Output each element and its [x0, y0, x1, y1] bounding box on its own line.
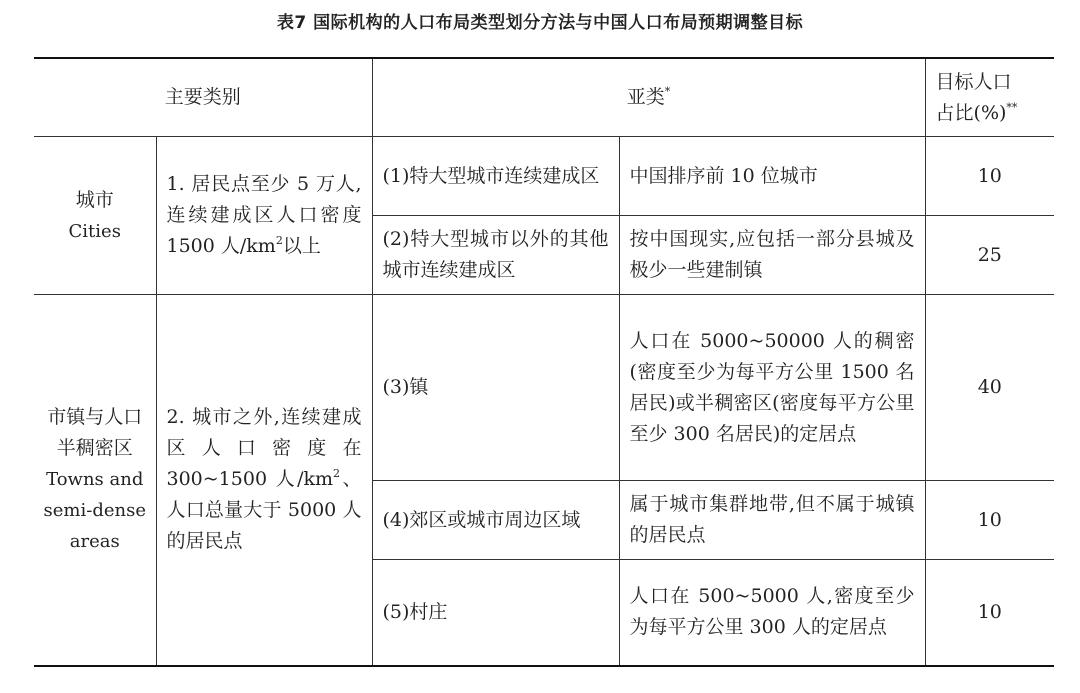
- criteria-text-post: 、人口总量大于 5000 人的居民点: [166, 468, 362, 553]
- group-criteria: [156, 137, 372, 295]
- group-name-en: Cities: [68, 220, 121, 242]
- percent-cell: 10: [925, 560, 1054, 666]
- population-layout-table: [34, 57, 1054, 667]
- description-cell: 人口在 5000~50000 人的稠密(密度至少为每平方公里 1500 名居民)或半稠密区(密度每平方公里至少 300 名居民)的定居点: [619, 295, 925, 481]
- criteria-text: 2. 城市之外,连续建成区人口密度在 300~1500 人/km: [166, 406, 362, 491]
- criteria-sup: 2: [275, 234, 283, 247]
- description-cell: 中国排序前 10 位城市: [619, 137, 925, 216]
- percent-cell: 40: [925, 295, 1054, 481]
- description-cell: 人口在 500~5000 人,密度至少为每平方公里 300 人的定居点: [619, 560, 925, 666]
- percent-cell: 10: [925, 481, 1054, 560]
- header-main-category-label: 主要类别: [164, 86, 241, 108]
- group-name-en: Towns and semi-dense areas: [43, 469, 146, 553]
- subtype-cell: (2)特大型城市以外的其他城市连续建成区: [372, 216, 619, 295]
- table-title: 表7 国际机构的人口布局类型划分方法与中国人口布局预期调整目标: [276, 13, 804, 33]
- percent-cell: 25: [925, 216, 1054, 295]
- criteria-text-post: 以上: [282, 235, 321, 257]
- header-target-mark: **: [1006, 100, 1018, 114]
- description-cell: 按中国现实,应包括一部分县城及极少一些建制镇: [619, 216, 925, 295]
- group-name-cn: 城市: [75, 188, 114, 211]
- header-subcategory-label: 亚类: [626, 86, 665, 108]
- header-target-line2: 占比(%): [935, 101, 1007, 124]
- header-target-line1: 目标人口: [935, 70, 1012, 93]
- group-towns: [34, 295, 156, 666]
- table-row: [34, 137, 1054, 216]
- subtype-cell: (5)村庄: [372, 560, 619, 666]
- criteria-sup: 2: [333, 467, 340, 481]
- header-subcategory-mark: *: [664, 85, 671, 98]
- header-row: [34, 58, 1054, 137]
- description-cell: 属于城市集群地带,但不属于城镇的居民点: [619, 481, 925, 560]
- header-target: [925, 58, 1054, 137]
- table-row: [34, 295, 1054, 481]
- subtype-cell: (4)郊区或城市周边区域: [372, 481, 619, 560]
- header-main-category: [34, 58, 372, 137]
- subtype-cell: (3)镇: [372, 295, 619, 481]
- group-name-cn: 市镇与人口半稠密区: [47, 406, 143, 460]
- group-cities: [34, 137, 156, 295]
- subtype-cell: (1)特大型城市连续建成区: [372, 137, 619, 216]
- group-criteria: [156, 295, 372, 666]
- criteria-text: 1. 居民点至少 5 万人,连续建成区人口密度 1500 人/km: [166, 173, 362, 257]
- header-subcategory: [372, 58, 925, 137]
- percent-cell: 10: [925, 137, 1054, 216]
